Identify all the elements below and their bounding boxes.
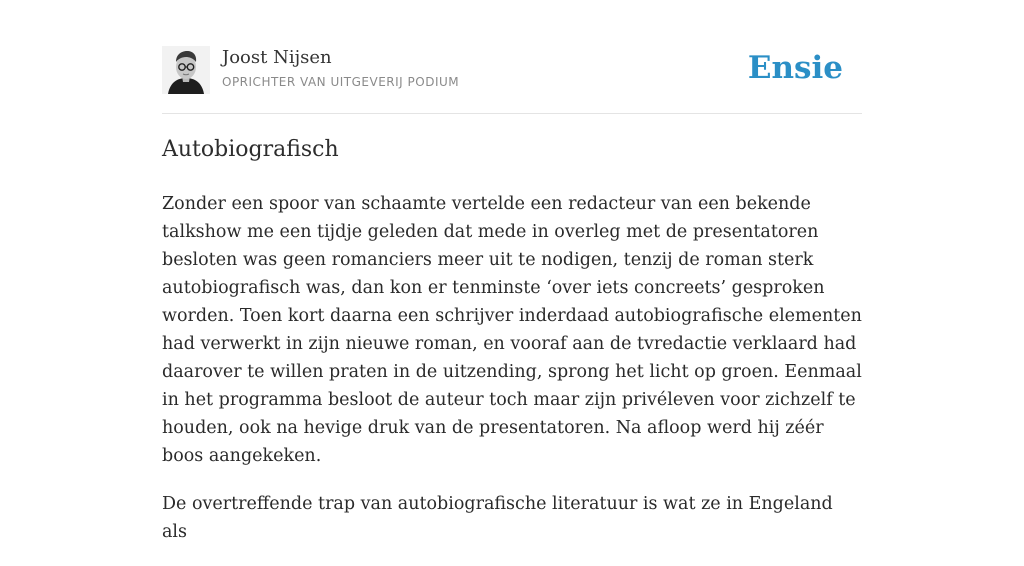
article-paragraph: De overtreffende trap van autobiografische literatuur is wat ze in Engeland als [162,494,833,542]
article-header [162,44,862,96]
author-name[interactable]: Joost Nijsen [222,47,332,68]
author-role: OPRICHTER VAN UITGEVERIJ PODIUM [222,75,460,89]
author-photo [162,46,210,94]
author-avatar[interactable] [162,46,210,94]
ensie-logo[interactable]: Ensie [747,50,843,86]
header-divider [162,113,862,114]
article-title: Autobiografisch [162,137,339,162]
article-body [162,190,862,566]
article-paragraph: Zonder een spoor van schaamte vertelde een redacteur van een bekende talkshow me een tijdje geleden dat mede in overleg met de presentatoren besloten was geen romanciers meer uit te nodigen, tenzij de roman sterk autobiografisch was, dan kon er tenminste ‘over iets concreets’ gesproken worden. Toen kort daarna een schrijver inderdaad autobiografische elementen had verwerkt in zijn nieuwe roman, en vooraf aan de tvredactie verklaard had daarover te willen praten in de uitzending, sprong het licht op groen. Eenmaal in het programma besloot de auteur toch maar zijn privéleven voor zichzelf te houden, ook na hevige druk van de presentatoren. Na afloop werd hij zéér boos aangekeken. [162,194,862,466]
